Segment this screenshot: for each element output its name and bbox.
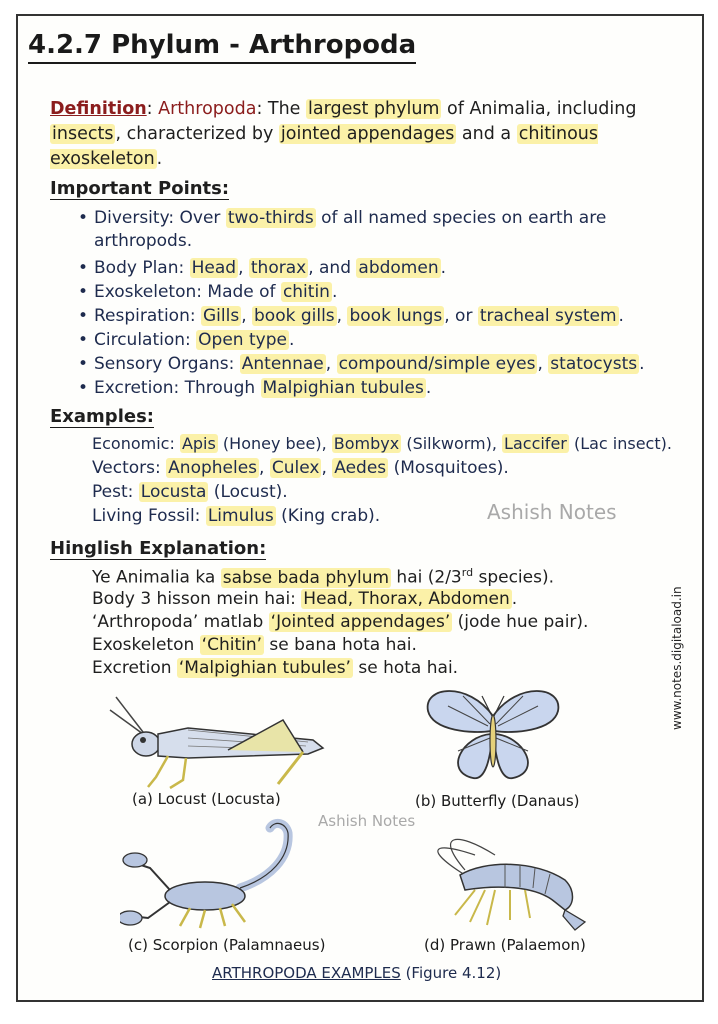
highlight: Malpighian tubules xyxy=(262,378,424,398)
highlight: chitinous exoskeleton xyxy=(50,124,599,169)
bullet-exoskeleton xyxy=(78,281,337,304)
highlight: two-thirds xyxy=(227,208,314,228)
hinglish-text: ‘Arthropoda’ matlab xyxy=(92,612,269,632)
important-points-heading: Important Points: xyxy=(50,178,230,199)
figure-main-caption xyxy=(212,964,501,982)
highlight: Open type xyxy=(198,330,287,350)
highlight: ‘Jointed appendages’ xyxy=(270,612,451,632)
example-text: , xyxy=(321,458,333,478)
definition-text: , characterized by xyxy=(115,124,279,144)
bullet-text: , xyxy=(241,306,252,326)
bullet-text: . xyxy=(639,354,645,374)
definition-text: of Animalia, including xyxy=(441,99,637,119)
bullet-sensory xyxy=(78,353,645,376)
hinglish-line-2 xyxy=(92,589,517,609)
bullet-text: Made of xyxy=(202,282,281,302)
highlight: Culex xyxy=(271,458,320,478)
definition-text: . xyxy=(156,149,163,169)
bullet-text: , xyxy=(325,354,337,374)
highlight: compound/simple eyes xyxy=(338,354,536,374)
example-label: Vectors: xyxy=(92,458,161,478)
bullet-text: . xyxy=(288,330,295,350)
highlight: abdomen xyxy=(358,258,439,278)
page-title: 4.2.7 Phylum - Arthropoda xyxy=(28,30,416,64)
example-text: (Locust). xyxy=(208,482,288,502)
highlight: tracheal system xyxy=(479,306,617,326)
highlight: insects xyxy=(52,124,114,144)
hinglish-text: species). xyxy=(473,567,554,588)
example-text: (King crab). xyxy=(275,506,381,526)
bullet-text: . xyxy=(440,258,447,278)
definition-term: Arthropoda xyxy=(158,99,257,119)
bullet-text: , and xyxy=(308,258,357,278)
bullet-excretion xyxy=(78,377,431,400)
example-text: , xyxy=(259,458,270,478)
highlight: ‘Chitin’ xyxy=(201,635,263,655)
scorpion-illustration xyxy=(120,818,330,933)
bullet-label: Diversity: xyxy=(94,208,175,228)
bullet-text: of all named species on earth are arthropods. xyxy=(94,208,607,251)
bullet-circulation xyxy=(78,329,294,352)
hinglish-text: hai (2/3 xyxy=(391,567,462,588)
example-text: (Mosquitoes). xyxy=(388,458,509,478)
example-text: (Honey bee), xyxy=(217,434,332,453)
figure-caption-c: (c) Scorpion (Palamnaeus) xyxy=(128,936,326,954)
highlight: Laccifer xyxy=(504,434,567,453)
example-label: Living Fossil: xyxy=(92,506,201,526)
example-economic xyxy=(92,434,672,453)
superscript: rd xyxy=(461,566,474,579)
hinglish-text: Ye Animalia ka xyxy=(92,567,221,588)
highlight: Antennae xyxy=(241,354,324,374)
side-url-text: www.notes.digitaload.in xyxy=(670,586,684,730)
highlight: Aedes xyxy=(334,458,387,478)
highlight: Limulus xyxy=(207,506,274,526)
watermark-2: Ashish Notes xyxy=(318,812,416,830)
highlight: Bombyx xyxy=(333,434,400,453)
figure-caption-title: ARTHROPODA EXAMPLES xyxy=(212,964,401,982)
bullet-text: . xyxy=(425,378,432,398)
example-living-fossil xyxy=(92,506,380,526)
locust-illustration xyxy=(108,692,348,792)
figure-caption-b: (b) Butterfly (Danaus) xyxy=(415,792,580,810)
hinglish-text: se hota hai. xyxy=(352,658,459,678)
hinglish-text: Exoskeleton xyxy=(92,635,200,655)
definition-text: and a xyxy=(456,124,517,144)
highlight: book lungs xyxy=(349,306,443,326)
hinglish-heading: Hinglish Explanation: xyxy=(50,538,267,559)
bullet-text: Over xyxy=(174,208,226,228)
example-text: (Silkworm), xyxy=(401,434,503,453)
butterfly-illustration xyxy=(418,686,568,786)
hinglish-text: Excretion xyxy=(92,658,177,678)
bullet-text: , or xyxy=(444,306,478,326)
highlight: book gills xyxy=(254,306,335,326)
bullet-text: . xyxy=(331,282,338,302)
watermark: Ashish Notes xyxy=(487,500,617,524)
hinglish-line-3 xyxy=(92,612,588,632)
figure-caption-d: (d) Prawn (Palaemon) xyxy=(424,936,586,954)
figure-caption-ref: (Figure 4.12) xyxy=(405,964,502,982)
hinglish-text: se bana hota hai. xyxy=(264,635,417,655)
highlight: Gills xyxy=(202,306,240,326)
highlight: thorax xyxy=(250,258,307,278)
bullet-body-plan xyxy=(78,257,446,280)
highlight: sabse bada phylum xyxy=(222,567,390,588)
figure-caption-a: (a) Locust (Locusta) xyxy=(132,790,281,808)
bullet-text: . xyxy=(618,306,624,326)
highlight: largest phylum xyxy=(308,99,440,119)
example-vectors xyxy=(92,458,509,478)
bullet-diversity xyxy=(78,207,658,253)
bullet-text: , xyxy=(238,258,249,278)
bullet-label: Body Plan: xyxy=(94,258,185,278)
examples-heading: Examples: xyxy=(50,406,154,427)
bullet-text: , xyxy=(336,306,348,326)
highlight: ‘Malpighian tubules’ xyxy=(178,658,351,678)
hinglish-line-1 xyxy=(92,566,554,588)
definition-text: : The xyxy=(256,99,307,119)
side-url xyxy=(670,530,684,730)
bullet-text: Through xyxy=(179,378,261,398)
example-pest xyxy=(92,482,288,502)
highlight: Locusta xyxy=(140,482,207,502)
example-label: Pest: xyxy=(92,482,134,502)
highlight: Apis xyxy=(181,434,216,453)
highlight: statocysts xyxy=(550,354,638,374)
bullet-label: Excretion: xyxy=(94,378,180,398)
hinglish-text: Body 3 hisson mein hai: xyxy=(92,589,302,609)
bullet-respiration xyxy=(78,305,624,328)
highlight: Head, Thorax, Abdomen xyxy=(303,589,510,609)
example-text: (Lac insect). xyxy=(568,434,672,453)
highlight: Anopheles xyxy=(168,458,258,478)
hinglish-text: . xyxy=(511,589,518,609)
bullet-text: , xyxy=(537,354,549,374)
bullet-label: Exoskeleton: xyxy=(94,282,202,302)
hinglish-line-4 xyxy=(92,635,417,655)
definition-block: Definition: Arthropoda: The largest phylum of Animalia, including insects , characterized by jointed appendages and a chitinous exoskeleton . xyxy=(50,99,637,169)
hinglish-line-5 xyxy=(92,658,458,678)
highlight: Head xyxy=(191,258,237,278)
highlight: chitin xyxy=(282,282,330,302)
definition-label: Definition xyxy=(50,99,147,119)
bullet-label: Circulation: xyxy=(94,330,191,350)
prawn-illustration xyxy=(425,830,595,935)
example-label: Economic: xyxy=(92,434,175,453)
highlight: jointed appendages xyxy=(280,124,455,144)
bullet-label: Respiration: xyxy=(94,306,196,326)
hinglish-text: (jode hue pair). xyxy=(452,612,589,632)
bullet-label: Sensory Organs: xyxy=(94,354,235,374)
